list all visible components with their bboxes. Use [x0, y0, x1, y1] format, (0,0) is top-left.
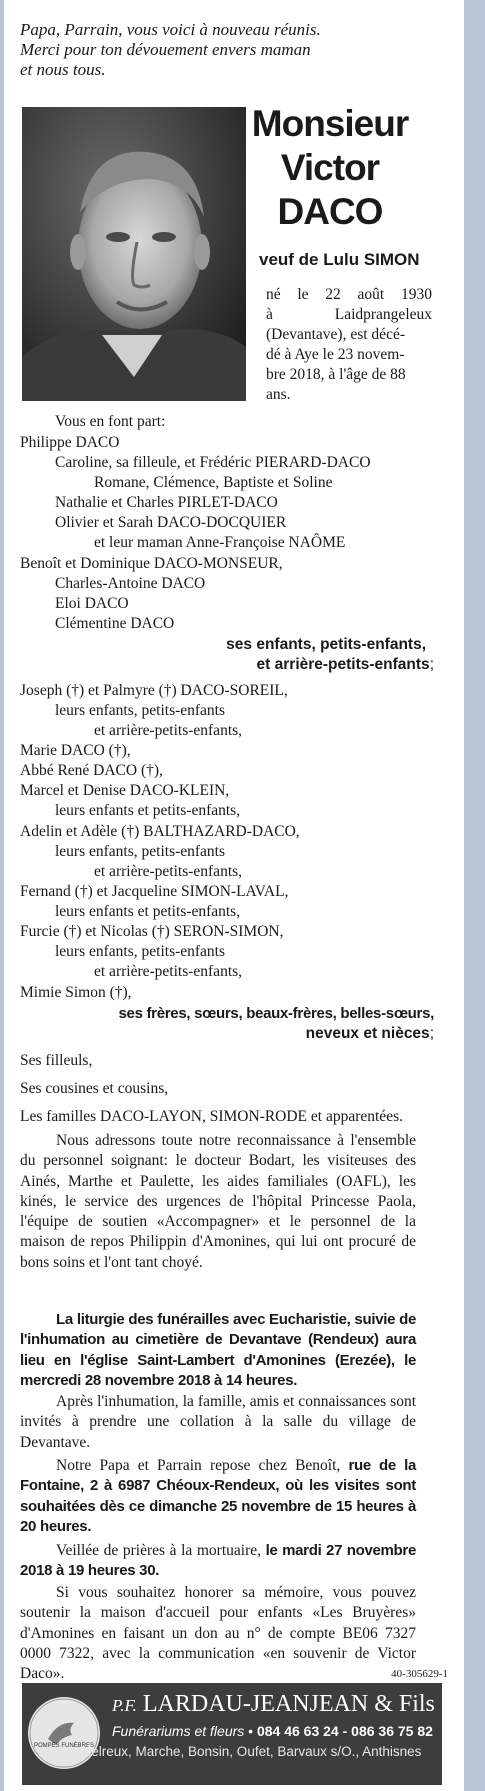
bio-line-3: (Devantave), est décé-	[266, 326, 405, 343]
family2-line: Joseph (†) et Palmyre (†) DACO-SOREIL,	[20, 682, 288, 699]
family2-line: leurs enfants et petits-enfants,	[55, 802, 241, 819]
family1-line: Clémentine DACO	[55, 615, 175, 632]
family1-line: Romane, Clémence, Baptiste et Soline	[94, 474, 333, 491]
collation-paragraph: Après l'inhumation, la famille, amis et connaissances sont invités à prendre une collation à la salle du village de Devantave.	[20, 1393, 416, 1451]
rest-paragraph: Notre Papa et Parrain repose chez Benoît, rue de la Fontaine, 2 à 6987 Chéoux-Rendeux, où les visites sont souhaitées dès ce dimanche 25 novembre de 15 heures à 20 heures.	[20, 1457, 416, 1535]
family2-line: Furcie (†) et Nicolas (†) SERON-SIMON,	[20, 923, 284, 940]
family2-line: leurs enfants et petits-enfants,	[55, 903, 241, 920]
company-locations: Melreux, Marche, Bonsin, Oufet, Barvaux s/O., Anthisnes	[80, 1744, 422, 1759]
family2-line: Fernand (†) et Jacqueline SIMON-LAVAL,	[20, 883, 289, 900]
family2-line: et arrière-petits-enfants,	[94, 963, 243, 980]
family1-line: et leur maman Anne-Françoise NAÔME	[94, 534, 346, 551]
family2-line: et arrière-petits-enfants,	[94, 863, 243, 880]
widow-of: veuf de Lulu SIMON	[259, 250, 420, 269]
relation-grandchildren: et arrière-petits-enfants;	[256, 656, 434, 673]
portrait-photo	[22, 107, 246, 401]
liturgy-paragraph: La liturgie des funérailles avec Eucharistie, suivie de l'inhumation au cimetière de Devantave (Rendeux) aura lieu en l'église Saint-Lambert d'Amonines (Erezée), le mercredi 28 novembre 2018 à 14 heures.	[20, 1311, 416, 1389]
bio-line-6: ans.	[266, 386, 291, 403]
relation-nephews: neveux et nièces;	[305, 1025, 434, 1042]
godchildren: Ses filleuls,	[20, 1052, 93, 1069]
obituary-page	[4, 0, 464, 1791]
relation-children: ses enfants, petits-enfants,	[226, 636, 426, 653]
family1-line: Nathalie et Charles PIRLET-DACO	[55, 494, 278, 511]
company-contact: Funérariums et fleurs • 084 46 63 24 - 086 36 75 82	[112, 1723, 433, 1739]
family1-line: Olivier et Sarah DACO-DOCQUIER	[55, 514, 287, 531]
intro-line-3: et nous tous.	[20, 60, 106, 79]
family2-line: et arrière-petits-enfants,	[94, 722, 243, 739]
family2-line: Marie DACO (†),	[20, 742, 131, 759]
name-title: Monsieur	[251, 103, 409, 144]
family1-line: Benoît et Dominique DACO-MONSEUR,	[20, 555, 283, 572]
family2-line: leurs enfants, petits-enfants	[55, 843, 226, 860]
family2-line: leurs enfants, petits-enfants	[55, 943, 226, 960]
family2-line: Abbé René DACO (†),	[20, 762, 163, 779]
intro-line-1: Papa, Parrain, vous voici à nouveau réunis.	[20, 20, 321, 39]
portrait-image	[22, 107, 246, 401]
relation-siblings: ses frères, sœurs, beaux-frères, belles-sœurs,	[118, 1005, 434, 1022]
family1-line: Caroline, sa filleule, et Frédéric PIERARD-DACO	[55, 454, 371, 471]
families: Les familles DACO-LAYON, SIMON-RODE et apparentées.	[20, 1108, 403, 1125]
family2-line: leurs enfants, petits-enfants	[55, 702, 226, 719]
bio-line-2: à Laidprangeleux	[266, 306, 432, 323]
family1-line: Charles-Antoine DACO	[55, 575, 206, 592]
funeral-home-banner	[22, 1683, 442, 1785]
thanks-paragraph: Nous adressons toute notre reconnaissance à l'ensemble du personnel soignant: le docteur Bodart, les visiteuses des Ainés, Marthe et Paulette, les aides familiales (OAFL), les kinés, le service des urgences de l'hôpital Princesse Paola, l'équipe de soutien «Accompagner» et le personnel de la maison de repos Philippin d'Amonines, qui lui ont procuré de bons soins et l'ont tant choyé.	[20, 1132, 416, 1271]
company-name: P.F. LARDAU-JEANJEAN & Fils	[112, 1691, 435, 1717]
announce: Vous en font part:	[55, 413, 166, 430]
logo-text: POMPES FUNÈBRES	[33, 1743, 94, 1749]
name-last: DACO	[277, 191, 383, 232]
family2-line: Mimie Simon (†),	[20, 984, 132, 1001]
bio-line-4: dé à Aye le 23 novem-	[266, 346, 405, 363]
donation-paragraph: Si vous souhaitez honorer sa mémoire, vous pouvez soutenir la maison d'accueil pour enfants «Les Bruyères» d'Amonines en faisant un don au n° de compte BE06 7327 0000 7322, avec la communication «en souvenir de Victor Daco».	[20, 1584, 416, 1683]
reference-number: 40-305629-1	[391, 1668, 448, 1680]
family2-line: Adelin et Adèle (†) BALTHAZARD-DACO,	[20, 823, 300, 840]
cousins: Ses cousines et cousins,	[20, 1080, 169, 1097]
bio-line-1: né le 22 août 1930	[266, 286, 432, 303]
family2-line: Marcel et Denise DACO-KLEIN,	[20, 782, 230, 799]
bio-line-5: bre 2018, à l'âge de 88	[266, 366, 406, 383]
intro-line-2: Merci pour ton dévouement envers maman	[20, 40, 311, 59]
family1-line: Eloi DACO	[55, 595, 129, 612]
family1-line: Philippe DACO	[20, 434, 120, 451]
vigil-paragraph: Veillée de prières à la mortuaire, le mardi 27 novembre 2018 à 19 heures 30.	[20, 1542, 417, 1580]
name-first: Victor	[280, 147, 380, 188]
